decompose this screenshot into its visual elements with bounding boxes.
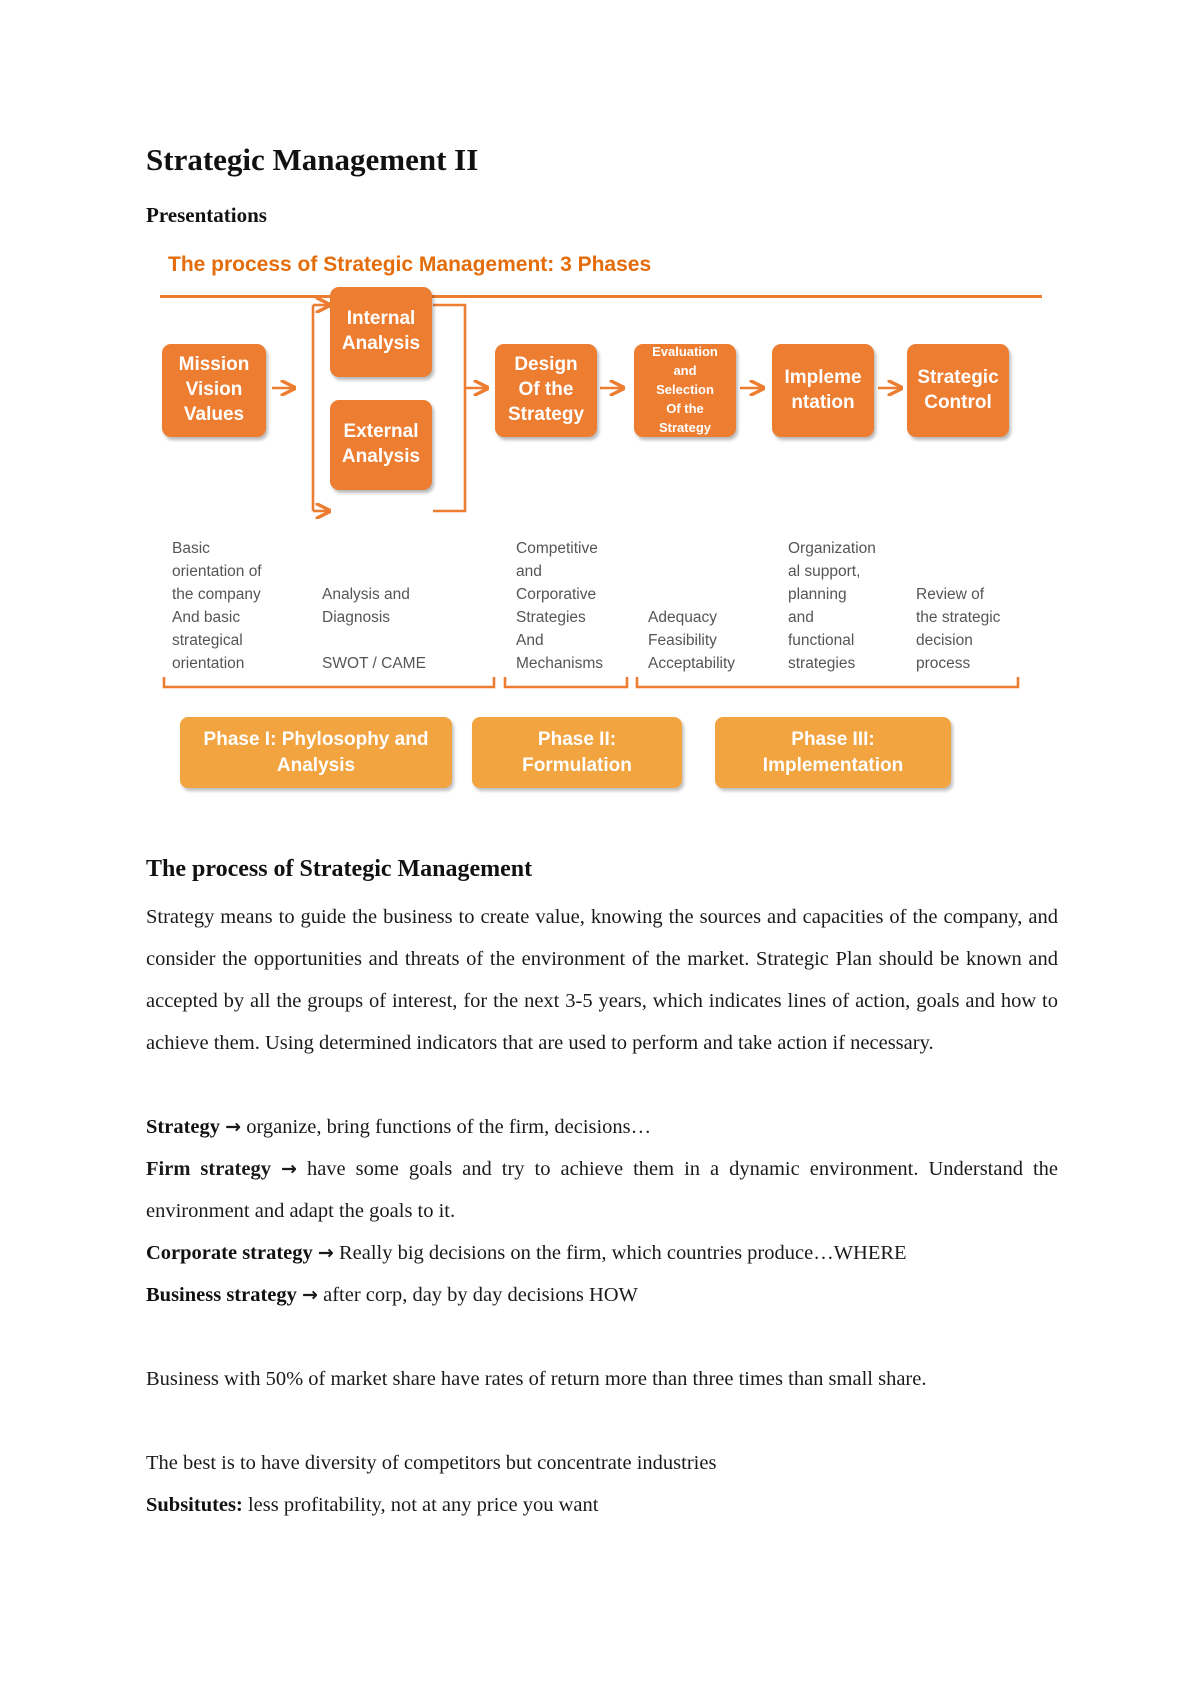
definition-corporate-strategy bbox=[146, 1232, 907, 1274]
substitutes-text: less profitability, not at any price you want bbox=[247, 1494, 599, 1516]
definition-text: Really big decisions on the firm, which countries produce… bbox=[338, 1242, 834, 1264]
section-heading: The process of Strategic Management bbox=[146, 856, 533, 882]
desc-implementation: Organization al support, planning and functional strategies bbox=[788, 540, 876, 672]
document-subtitle: Presentations bbox=[146, 203, 267, 227]
phase-bracket-2 bbox=[505, 677, 627, 687]
definition-firm-strategy bbox=[146, 1148, 1058, 1232]
definition-emphasis: HOW bbox=[588, 1284, 638, 1306]
desc-mission: Basic orientation of the company And basic strategical orientation bbox=[172, 540, 262, 672]
arrow-icon: → bbox=[317, 1242, 334, 1264]
phase-2-box: Phase II: Formulation bbox=[472, 717, 682, 788]
strategic-process-figure bbox=[150, 245, 1050, 805]
definition-business-strategy bbox=[146, 1274, 638, 1316]
implementation-box: Impleme ntation bbox=[772, 344, 874, 437]
definition-text: have some goals and try to achieve them in a dynamic environment. Understand the environment and adapt the goals to it. bbox=[146, 1158, 1059, 1222]
phase-bracket-3 bbox=[637, 677, 1018, 687]
arrow-icon: → bbox=[225, 1116, 242, 1138]
substitutes-line bbox=[146, 1484, 598, 1526]
desc-control: Review of the strategic decision process bbox=[916, 586, 1001, 672]
desc-design: Competitive and Corporative Strategies And Mechanisms bbox=[516, 540, 603, 672]
paragraph-market-share: Business with 50% of market share have rates of return more than three times than small share. bbox=[146, 1368, 927, 1390]
definition-term: Firm strategy bbox=[146, 1158, 271, 1180]
definition-term: Strategy bbox=[146, 1116, 221, 1138]
definition-term: Corporate strategy bbox=[146, 1242, 313, 1264]
substitutes-term: Subsitutes: bbox=[146, 1494, 243, 1516]
definition-text: after corp, day by day decisions bbox=[323, 1284, 584, 1306]
desc-evaluation: Adequacy Feasibility Acceptability bbox=[648, 609, 736, 672]
strategic-control-box: Strategic Control bbox=[907, 344, 1009, 437]
internal-analysis-box: Internal Analysis bbox=[330, 287, 432, 377]
bracket-right bbox=[433, 305, 465, 511]
evaluation-selection-box: Evaluation and Selection Of the Strategy bbox=[634, 344, 736, 437]
arrow-icon: → bbox=[302, 1284, 318, 1306]
document-title: Strategic Management II bbox=[146, 142, 479, 177]
external-analysis-box: External Analysis bbox=[330, 400, 432, 490]
phase-bracket-1 bbox=[164, 677, 494, 687]
paragraph-competitors: The best is to have diversity of competitors but concentrate industries bbox=[146, 1452, 717, 1474]
definition-term: Business strategy bbox=[146, 1284, 297, 1306]
paragraph-strategy-meaning: Strategy means to guide the business to create value, knowing the sources and capacities of the company, and consider the opportunities and threats of the environment of the market. Strategic Plan should be known and accepted by all the groups of interest, for the next 3-5 years, which indicates lines of action, goals and how to achieve them. Using determined indicators that are used to perform and take action if necessary. bbox=[146, 906, 1058, 1054]
definition-strategy bbox=[146, 1106, 651, 1148]
phase-1-box: Phase I: Phylosophy and Analysis bbox=[180, 717, 452, 788]
design-of-strategy-box: Design Of the Strategy bbox=[495, 344, 597, 437]
phase-3-box: Phase III: Implementation bbox=[715, 717, 951, 788]
definition-emphasis: WHERE bbox=[833, 1242, 907, 1264]
mission-vision-values-box: Mission Vision Values bbox=[162, 344, 266, 437]
desc-analysis: Analysis and Diagnosis SWOT / CAME bbox=[322, 586, 426, 672]
figure-title: The process of Strategic Management: 3 Phases bbox=[168, 253, 652, 276]
arrow-icon: → bbox=[281, 1158, 297, 1180]
definition-text: organize, bring functions of the firm, decisions… bbox=[246, 1116, 652, 1138]
